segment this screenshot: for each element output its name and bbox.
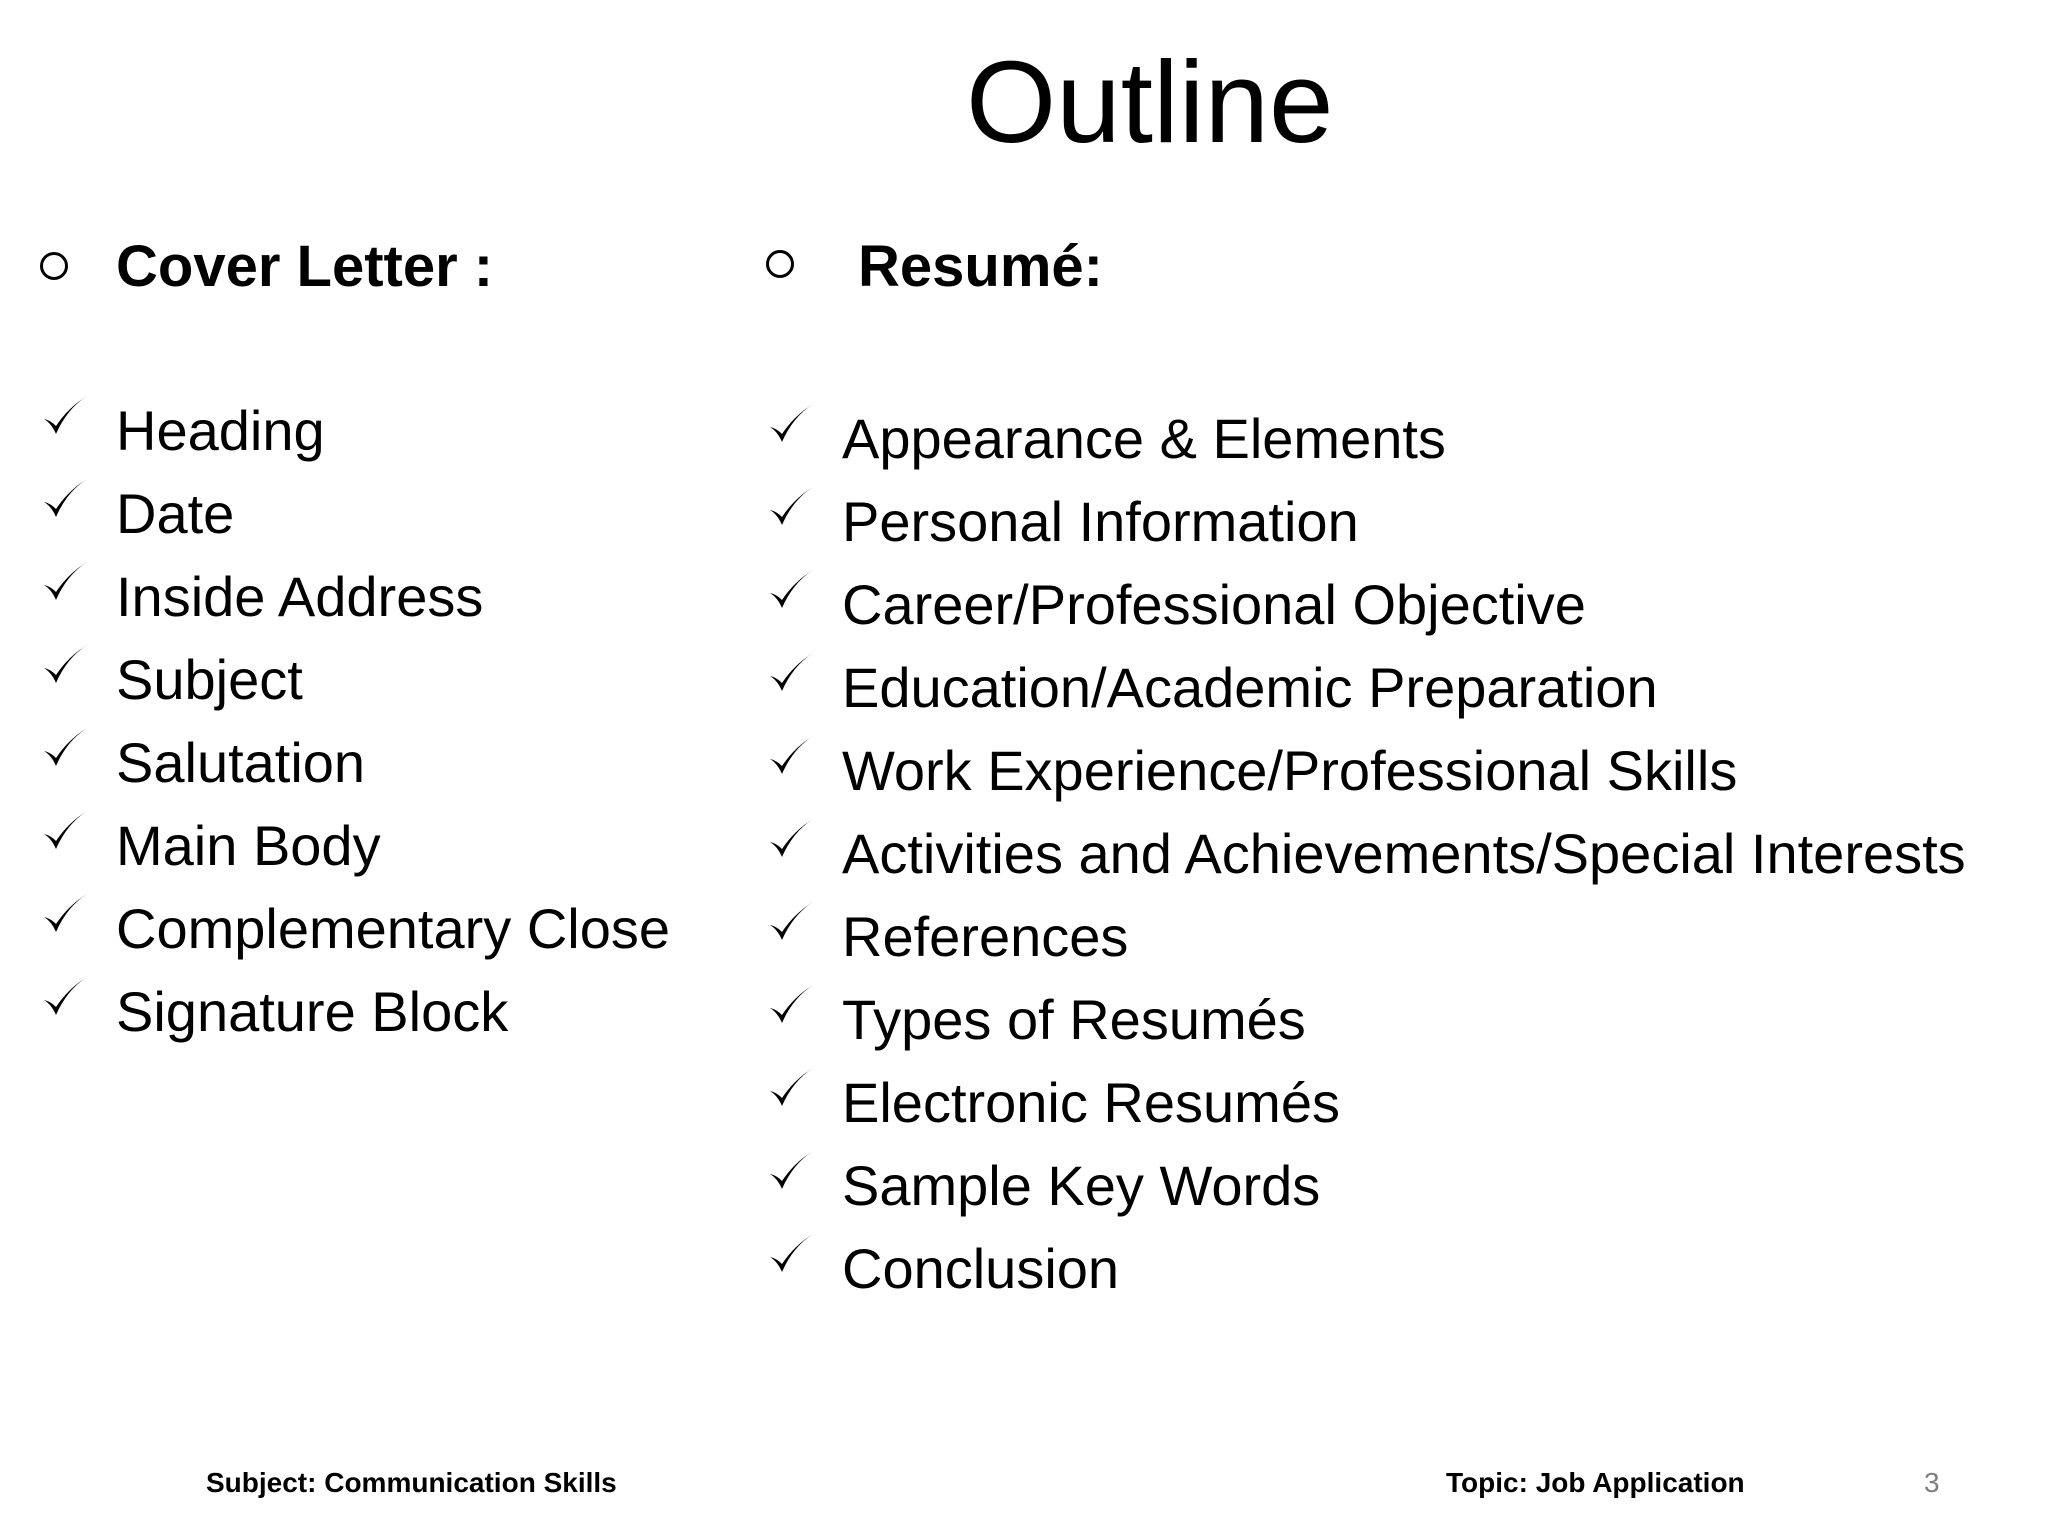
list-item bbox=[766, 904, 2006, 970]
check-mark-icon bbox=[40, 392, 90, 442]
footer-subject: Subject: Communication Skills bbox=[206, 1467, 617, 1498]
slide-title: Outline bbox=[966, 37, 1334, 167]
list-item bbox=[40, 481, 740, 547]
list-item bbox=[766, 821, 2006, 887]
resume-list bbox=[766, 406, 2006, 1302]
check-mark-icon bbox=[766, 649, 816, 699]
check-mark-icon bbox=[40, 475, 90, 525]
list-item-label: Heading bbox=[116, 399, 325, 462]
list-item-label: Date bbox=[116, 482, 235, 545]
list-item bbox=[40, 398, 740, 464]
list-item bbox=[766, 738, 2006, 804]
check-mark-icon bbox=[766, 815, 816, 865]
resume-column bbox=[766, 232, 2006, 1319]
page-number: 3 bbox=[1924, 1467, 1940, 1498]
check-mark-icon bbox=[766, 1064, 816, 1114]
resume-header bbox=[766, 232, 2006, 316]
list-item bbox=[766, 655, 2006, 721]
circle-bullet-icon bbox=[766, 250, 794, 278]
cover-letter-label: Cover Letter : bbox=[116, 234, 494, 299]
check-mark-icon bbox=[766, 1230, 816, 1280]
list-item-label: Personal Information bbox=[842, 490, 1359, 553]
check-mark-icon bbox=[40, 973, 90, 1023]
list-item bbox=[40, 813, 740, 879]
list-item-label: Sample Key Words bbox=[842, 1154, 1321, 1217]
check-mark-icon bbox=[766, 981, 816, 1031]
list-item-label: Work Experience/Professional Skills bbox=[842, 739, 1738, 802]
footer-topic: Topic: Job Application bbox=[1446, 1467, 1745, 1498]
cover-letter-header bbox=[40, 232, 740, 316]
list-item-label: Main Body bbox=[116, 814, 381, 877]
resume-label: Resumé: bbox=[858, 234, 1103, 299]
list-item bbox=[40, 979, 740, 1045]
list-item-label: Conclusion bbox=[842, 1237, 1120, 1300]
list-item bbox=[766, 406, 2006, 472]
check-mark-icon bbox=[766, 400, 816, 450]
cover-letter-column bbox=[40, 232, 740, 1062]
check-mark-icon bbox=[766, 483, 816, 533]
list-item-label: Signature Block bbox=[116, 980, 509, 1043]
list-item-label: Career/Professional Objective bbox=[842, 573, 1586, 636]
check-mark-icon bbox=[40, 890, 90, 940]
list-item-label: Complementary Close bbox=[116, 897, 670, 960]
list-item-label: Types of Resumés bbox=[842, 988, 1306, 1051]
check-mark-icon bbox=[40, 807, 90, 857]
list-item bbox=[766, 572, 2006, 638]
list-item-label: References bbox=[842, 905, 1129, 968]
list-item-label: Salutation bbox=[116, 731, 366, 794]
circle-bullet-icon bbox=[40, 252, 68, 280]
check-mark-icon bbox=[40, 558, 90, 608]
list-item-label: Subject bbox=[116, 648, 303, 711]
cover-letter-list bbox=[40, 398, 740, 1045]
list-item bbox=[766, 489, 2006, 555]
check-mark-icon bbox=[40, 641, 90, 691]
list-item bbox=[40, 564, 740, 630]
check-mark-icon bbox=[40, 724, 90, 774]
list-item bbox=[766, 1236, 2006, 1302]
list-item bbox=[40, 647, 740, 713]
list-item bbox=[40, 896, 740, 962]
list-item bbox=[766, 1070, 2006, 1136]
list-item-label: Activities and Achievements/Special Interests bbox=[842, 822, 1966, 885]
list-item bbox=[766, 987, 2006, 1053]
check-mark-icon bbox=[766, 898, 816, 948]
list-item-label: Inside Address bbox=[116, 565, 484, 628]
list-item-label: Electronic Resumés bbox=[842, 1071, 1340, 1134]
list-item-label: Appearance & Elements bbox=[842, 407, 1446, 470]
check-mark-icon bbox=[766, 732, 816, 782]
list-item-label: Education/Academic Preparation bbox=[842, 656, 1658, 719]
list-item bbox=[40, 730, 740, 796]
check-mark-icon bbox=[766, 1147, 816, 1197]
check-mark-icon bbox=[766, 566, 816, 616]
list-item bbox=[766, 1153, 2006, 1219]
